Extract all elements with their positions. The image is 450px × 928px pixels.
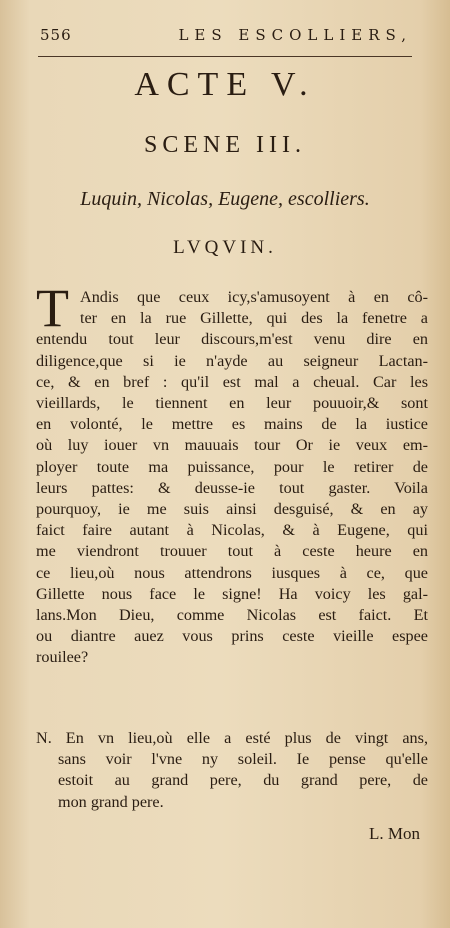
text-line: ter en la rue Gillette, qui des la fenetre a — [80, 309, 428, 328]
text-line: ce, & en bref : qu'il est mal a cheual. Car les — [36, 372, 428, 391]
text-line: sans voir l'vne ny soleil. Ie pense qu'elle — [58, 750, 428, 769]
speech-nicolas — [36, 728, 428, 813]
speech-luquin — [36, 287, 428, 669]
text-line: ployer toute ma puissance, pour le retirer de — [36, 457, 428, 476]
text-line: N. En vn lieu,où elle a esté plus de vingt ans, — [36, 729, 428, 747]
text-line: lans.Mon Dieu, comme Nicolas est faict. Et — [36, 606, 428, 625]
catchword: L. Mon — [369, 824, 420, 843]
text-line: vieillards, le tiennent en leur pouuoir,& sont — [36, 394, 428, 413]
speaker-name: LVQVIN. — [173, 237, 277, 258]
text-line: diligence,que si ie n'ayde au seigneur Lactan- — [36, 351, 428, 370]
text-line: me viendront trouuer tout à ceste heure en — [36, 542, 428, 561]
text-line: pourquoy, ie me suis ainsi desguisé, & en ay — [36, 500, 428, 519]
text-line: en volonté, le mettre es mains de la iustice — [36, 415, 428, 434]
character-list: Luquin, Nicolas, Eugene, escolliers. — [80, 188, 370, 210]
running-title: LES ESCOLLIERS, — [178, 26, 412, 44]
text-line: faict faire autant à Nicolas, & à Eugene, qui — [36, 521, 428, 540]
text-line: rouilee? — [36, 648, 89, 667]
text-line: Andis que ceux icy,s'amusoyent à en cô- — [80, 288, 428, 306]
text-line: estoit au grand pere, du grand pere, de — [58, 771, 428, 790]
page-number: 556 — [40, 26, 72, 44]
text-line: leurs pattes: & deusse-ie tout gaster. Voila — [36, 478, 428, 497]
text-line: mon grand pere. — [58, 792, 164, 811]
running-header — [40, 24, 412, 46]
text-line: entendu tout leur discours,m'est venu dire en — [36, 330, 428, 349]
scene-title: SCENE III. — [144, 132, 306, 158]
act-title: ACTE V. — [134, 66, 316, 103]
text-line: ou diantre auez vous prins ceste vieille espee — [36, 627, 428, 646]
text-line: ce lieu,où nous attendrons iusques à ce, que — [36, 563, 428, 582]
text-line: où luy iouer vn mauuais tour Or ie veux em- — [36, 436, 428, 455]
text-line: Gillette nous face le signe! Ha voicy les gal- — [36, 584, 428, 603]
drop-cap: T — [36, 278, 69, 338]
header-rule — [38, 56, 412, 57]
